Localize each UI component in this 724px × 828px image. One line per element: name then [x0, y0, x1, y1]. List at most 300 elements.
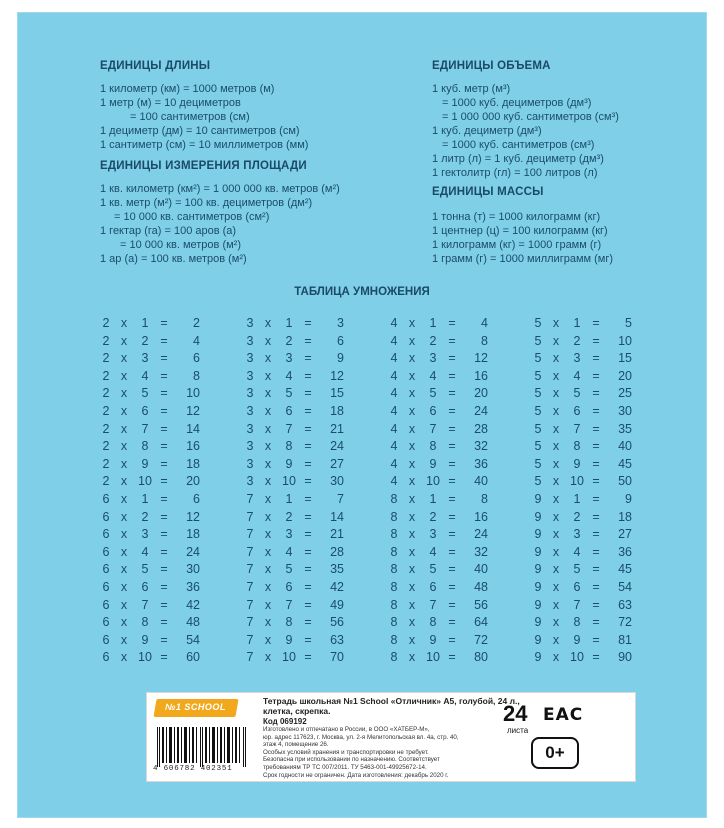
- product: 27: [618, 527, 632, 542]
- multiplicand: 3: [246, 474, 254, 489]
- multiplicand: 4: [390, 439, 398, 454]
- product: 80: [474, 650, 488, 665]
- volume-line: 1 куб. метр (м³): [432, 83, 511, 95]
- times-sign: x: [264, 615, 272, 630]
- times-sign: x: [264, 562, 272, 577]
- multiplier: 7: [429, 597, 437, 612]
- product: 7: [337, 492, 344, 506]
- equals-sign: =: [592, 650, 600, 665]
- equals-sign: =: [304, 421, 312, 436]
- product: 49: [330, 597, 344, 612]
- multiplier: 5: [141, 386, 149, 401]
- multiplicand: 6: [102, 615, 110, 630]
- times-sign: x: [552, 615, 560, 630]
- multiplier: 1: [141, 492, 149, 506]
- multiplicand: 6: [102, 632, 110, 647]
- multiplicand: 2: [102, 351, 110, 366]
- product: 64: [474, 615, 488, 630]
- equals-sign: =: [160, 650, 168, 665]
- equals-sign: =: [592, 580, 600, 594]
- equals-sign: =: [160, 562, 168, 577]
- equals-sign: =: [304, 615, 312, 630]
- times-sign: x: [264, 386, 272, 401]
- times-sign: x: [552, 562, 560, 577]
- equals-sign: =: [160, 316, 168, 330]
- multiplier: 6: [285, 404, 293, 418]
- times-sign: x: [264, 527, 272, 542]
- multiplicand: 9: [534, 544, 542, 559]
- equals-sign: =: [304, 474, 312, 489]
- product: 28: [474, 421, 488, 436]
- times-sign: x: [408, 474, 416, 489]
- equals-sign: =: [160, 386, 168, 401]
- multiplicand: 6: [102, 509, 110, 524]
- equals-sign: =: [160, 333, 168, 348]
- multiplicand: 7: [246, 562, 254, 577]
- product: 36: [474, 456, 488, 471]
- product: 18: [186, 456, 200, 471]
- multiplicand: 6: [102, 544, 110, 559]
- times-sign: x: [120, 456, 128, 471]
- multiplier: 1: [429, 316, 437, 330]
- multiplicand: 3: [246, 386, 254, 401]
- times-sign: x: [552, 333, 560, 348]
- mass-heading: ЕДИНИЦЫ МАССЫ: [432, 186, 544, 198]
- multiplier: 10: [570, 650, 584, 665]
- multiplier: 8: [573, 439, 581, 454]
- age-rating-badge: 0+: [531, 737, 579, 769]
- multiplicand: 5: [534, 421, 542, 436]
- multiplier: 5: [429, 386, 437, 401]
- equals-sign: =: [592, 615, 600, 630]
- multiplier: 9: [573, 632, 581, 647]
- equals-sign: =: [448, 474, 456, 489]
- times-sign: x: [120, 562, 128, 577]
- equals-sign: =: [304, 492, 312, 506]
- multiplicand: 4: [390, 386, 398, 401]
- product: 50: [618, 474, 632, 489]
- multiplicand: 4: [390, 368, 398, 383]
- equals-sign: =: [448, 597, 456, 612]
- equals-sign: =: [304, 597, 312, 612]
- times-sign: x: [552, 439, 560, 454]
- product: 18: [618, 509, 632, 524]
- times-sign: x: [408, 404, 416, 418]
- times-sign: x: [264, 351, 272, 366]
- multiplier: 2: [573, 333, 581, 348]
- times-sign: x: [408, 351, 416, 366]
- times-sign: x: [120, 580, 128, 594]
- equals-sign: =: [448, 632, 456, 647]
- product: 48: [186, 615, 200, 630]
- multiplier: 7: [141, 421, 149, 436]
- equals-sign: =: [160, 421, 168, 436]
- multiplicand: 9: [534, 527, 542, 542]
- multiplicand: 2: [102, 386, 110, 401]
- mass-line: 1 центнер (ц) = 100 килограмм (кг): [432, 225, 608, 237]
- multiplicand: 2: [102, 368, 110, 383]
- multiplier: 2: [429, 333, 437, 348]
- times-sign: x: [120, 404, 128, 418]
- equals-sign: =: [592, 562, 600, 577]
- equals-sign: =: [304, 351, 312, 366]
- multiplicand: 8: [390, 650, 398, 665]
- equals-sign: =: [448, 580, 456, 594]
- equals-sign: =: [592, 368, 600, 383]
- times-sign: x: [120, 632, 128, 647]
- equals-sign: =: [448, 615, 456, 630]
- sheets-word: листа: [507, 726, 529, 735]
- equals-sign: =: [304, 316, 312, 330]
- multiplicand: 7: [246, 597, 254, 612]
- equals-sign: =: [160, 632, 168, 647]
- product: 2: [193, 316, 200, 330]
- product: 60: [186, 650, 200, 665]
- area-line: 1 ар (а) = 100 кв. метров (м²): [100, 253, 247, 265]
- product: 72: [618, 615, 632, 630]
- product: 56: [474, 597, 488, 612]
- product: 3: [337, 316, 344, 330]
- product: 24: [474, 404, 488, 418]
- multiplier: 10: [426, 650, 440, 665]
- multiplier: 9: [141, 456, 149, 471]
- multiplier: 7: [573, 421, 581, 436]
- times-sign: x: [120, 527, 128, 542]
- times-sign: x: [408, 527, 416, 542]
- times-sign: x: [408, 316, 416, 330]
- times-sign: x: [408, 509, 416, 524]
- multiplicand: 6: [102, 527, 110, 542]
- product: 90: [618, 650, 632, 665]
- equals-sign: =: [304, 386, 312, 401]
- times-sign: x: [552, 632, 560, 647]
- multiplier: 4: [573, 544, 581, 559]
- multiplier: 1: [141, 316, 149, 330]
- equals-sign: =: [160, 580, 168, 594]
- multiplicand: 5: [534, 316, 542, 330]
- product: 9: [337, 351, 344, 366]
- multiplicand: 2: [102, 404, 110, 418]
- multiplier: 2: [573, 509, 581, 524]
- equals-sign: =: [448, 386, 456, 401]
- product: 63: [330, 632, 344, 647]
- equals-sign: =: [160, 456, 168, 471]
- area-line: = 10 000 кв. сантиметров (см²): [114, 211, 270, 223]
- times-sign: x: [264, 632, 272, 647]
- multiplier: 3: [429, 527, 437, 542]
- barcode-number: 4 606782 402351: [153, 765, 233, 773]
- multiplicand: 9: [534, 632, 542, 647]
- multiplicand: 2: [102, 316, 110, 330]
- times-sign: x: [120, 615, 128, 630]
- product: 14: [330, 509, 344, 524]
- times-sign: x: [408, 386, 416, 401]
- equals-sign: =: [304, 509, 312, 524]
- multiplicand: 8: [390, 544, 398, 559]
- equals-sign: =: [160, 544, 168, 559]
- product: 6: [193, 351, 200, 366]
- equals-sign: =: [592, 632, 600, 647]
- multiplicand: 8: [390, 562, 398, 577]
- product: 12: [186, 404, 200, 418]
- times-sign: x: [120, 333, 128, 348]
- multiplicand: 4: [390, 421, 398, 436]
- equals-sign: =: [448, 439, 456, 454]
- product: 24: [474, 527, 488, 542]
- times-sign: x: [552, 474, 560, 489]
- multiplicand: 9: [534, 597, 542, 612]
- product: 6: [193, 492, 200, 506]
- product: 45: [618, 562, 632, 577]
- multiplier: 6: [573, 404, 581, 418]
- product: 6: [337, 333, 344, 348]
- multiplicand: 7: [246, 492, 254, 506]
- product: 40: [474, 562, 488, 577]
- mass-line: 1 тонна (т) = 1000 килограмм (кг): [432, 211, 601, 223]
- equals-sign: =: [448, 527, 456, 542]
- product: 40: [474, 474, 488, 489]
- multiplicand: 8: [390, 632, 398, 647]
- volume-line: = 1000 куб. дециметров (дм³): [442, 97, 592, 109]
- multiplicand: 5: [534, 474, 542, 489]
- product: 20: [618, 368, 632, 383]
- times-sign: x: [552, 368, 560, 383]
- equals-sign: =: [448, 351, 456, 366]
- times-sign: x: [408, 597, 416, 612]
- equals-sign: =: [160, 509, 168, 524]
- equals-sign: =: [592, 386, 600, 401]
- times-sign: x: [264, 580, 272, 594]
- multiplicand: 8: [390, 615, 398, 630]
- times-sign: x: [120, 544, 128, 559]
- multiplicand: 8: [390, 492, 398, 506]
- length-line: 1 метр (м) = 10 дециметров: [100, 97, 241, 109]
- equals-sign: =: [448, 333, 456, 348]
- times-sign: x: [264, 316, 272, 330]
- product: 8: [193, 368, 200, 383]
- volume-line: 1 гектолитр (гл) = 100 литров (л): [432, 167, 598, 179]
- multiplier: 6: [141, 404, 149, 418]
- multiplicand: 5: [534, 333, 542, 348]
- sheets-count: 24: [503, 701, 528, 726]
- multiplier: 10: [138, 474, 152, 489]
- multiplicand: 5: [534, 456, 542, 471]
- multiplicand: 9: [534, 562, 542, 577]
- equals-sign: =: [592, 492, 600, 506]
- equals-sign: =: [304, 404, 312, 418]
- times-sign: x: [552, 597, 560, 612]
- equals-sign: =: [448, 421, 456, 436]
- area-line: 1 кв. метр (м²) = 100 кв. дециметров (дм²): [100, 197, 313, 209]
- equals-sign: =: [160, 368, 168, 383]
- equals-sign: =: [448, 509, 456, 524]
- times-sign: x: [552, 492, 560, 506]
- multiplicand: 7: [246, 544, 254, 559]
- multiplier: 3: [141, 351, 149, 366]
- equals-sign: =: [304, 456, 312, 471]
- equals-sign: =: [448, 316, 456, 330]
- equals-sign: =: [448, 368, 456, 383]
- multiplier: 8: [285, 615, 293, 630]
- multiplicand: 4: [390, 474, 398, 489]
- multiplicand: 3: [246, 316, 254, 330]
- multiplier: 3: [141, 527, 149, 542]
- multiplier: 10: [426, 474, 440, 489]
- multiplicand: 8: [390, 580, 398, 594]
- multiplier: 7: [573, 597, 581, 612]
- equals-sign: =: [448, 404, 456, 418]
- times-sign: x: [264, 421, 272, 436]
- times-sign: x: [120, 368, 128, 383]
- multiplier: 10: [282, 650, 296, 665]
- product: 35: [330, 562, 344, 577]
- equals-sign: =: [160, 492, 168, 506]
- product: 12: [474, 351, 488, 366]
- equals-sign: =: [592, 351, 600, 366]
- multiplicand: 5: [534, 386, 542, 401]
- multiplier: 9: [429, 632, 437, 647]
- multiplier: 7: [429, 421, 437, 436]
- multiplier: 4: [429, 368, 437, 383]
- multiplier: 1: [573, 316, 581, 330]
- multiplication-title: ТАБЛИЦА УМНОЖЕНИЯ: [294, 286, 430, 298]
- times-sign: x: [408, 544, 416, 559]
- multiplier: 5: [285, 562, 293, 577]
- times-sign: x: [552, 404, 560, 418]
- multiplicand: 3: [246, 333, 254, 348]
- multiplier: 2: [141, 333, 149, 348]
- equals-sign: =: [160, 615, 168, 630]
- product: 10: [618, 333, 632, 348]
- product: 36: [186, 580, 200, 594]
- multiplicand: 2: [102, 456, 110, 471]
- times-sign: x: [120, 597, 128, 612]
- times-sign: x: [552, 527, 560, 542]
- multiplier: 2: [141, 509, 149, 524]
- multiplier: 8: [285, 439, 293, 454]
- multiplier: 9: [141, 632, 149, 647]
- product: 32: [474, 544, 488, 559]
- product: 30: [330, 474, 344, 489]
- multiplier: 7: [285, 421, 293, 436]
- times-sign: x: [552, 456, 560, 471]
- product: 42: [186, 597, 200, 612]
- equals-sign: =: [304, 580, 312, 594]
- product: 28: [330, 544, 344, 559]
- equals-sign: =: [304, 368, 312, 383]
- equals-sign: =: [448, 544, 456, 559]
- product: 56: [330, 615, 344, 630]
- multiplicand: 7: [246, 527, 254, 542]
- times-sign: x: [264, 404, 272, 418]
- times-sign: x: [408, 615, 416, 630]
- product: 16: [186, 439, 200, 454]
- multiplier: 4: [141, 368, 149, 383]
- multiplier: 6: [573, 580, 581, 594]
- multiplicand: 8: [390, 509, 398, 524]
- multiplicand: 5: [534, 404, 542, 418]
- multiplier: 8: [429, 439, 437, 454]
- times-sign: x: [408, 632, 416, 647]
- multiplier: 5: [429, 562, 437, 577]
- multiplier: 5: [573, 386, 581, 401]
- times-sign: x: [264, 439, 272, 454]
- times-sign: x: [552, 509, 560, 524]
- equals-sign: =: [304, 439, 312, 454]
- product: 16: [474, 509, 488, 524]
- product: 18: [330, 404, 344, 418]
- multiplicand: 7: [246, 615, 254, 630]
- multiplicand: 6: [102, 562, 110, 577]
- product: 32: [474, 439, 488, 454]
- product: 15: [330, 386, 344, 401]
- multiplicand: 9: [534, 492, 542, 506]
- equals-sign: =: [592, 527, 600, 542]
- length-line: 1 километр (км) = 1000 метров (м): [100, 83, 275, 95]
- equals-sign: =: [448, 562, 456, 577]
- times-sign: x: [264, 492, 272, 506]
- multiplier: 4: [285, 368, 293, 383]
- multiplicand: 2: [102, 439, 110, 454]
- multiplier: 1: [429, 492, 437, 506]
- multiplicand: 8: [390, 527, 398, 542]
- equals-sign: =: [592, 474, 600, 489]
- volume-heading: ЕДИНИЦЫ ОБЪЕМА: [432, 60, 551, 72]
- multiplicand: 3: [246, 351, 254, 366]
- area-line: = 10 000 кв. метров (м²): [120, 239, 241, 251]
- multiplicand: 3: [246, 456, 254, 471]
- equals-sign: =: [592, 509, 600, 524]
- times-sign: x: [120, 650, 128, 665]
- multiplicand: 3: [246, 368, 254, 383]
- multiplier: 5: [573, 562, 581, 577]
- multiplicand: 2: [102, 421, 110, 436]
- equals-sign: =: [304, 527, 312, 542]
- equals-sign: =: [592, 456, 600, 471]
- multiplicand: 3: [246, 421, 254, 436]
- product: 81: [618, 632, 632, 647]
- times-sign: x: [264, 333, 272, 348]
- times-sign: x: [120, 421, 128, 436]
- multiplicand: 4: [390, 316, 398, 330]
- multiplier: 8: [141, 439, 149, 454]
- multiplicand: 3: [246, 404, 254, 418]
- multiplier: 8: [573, 615, 581, 630]
- equals-sign: =: [592, 404, 600, 418]
- equals-sign: =: [160, 474, 168, 489]
- multiplier: 7: [141, 597, 149, 612]
- product: 25: [618, 386, 632, 401]
- times-sign: x: [264, 474, 272, 489]
- times-sign: x: [408, 562, 416, 577]
- area-line: 1 гектар (га) = 100 аров (а): [100, 225, 237, 237]
- multiplicand: 9: [534, 580, 542, 594]
- product: 48: [474, 580, 488, 594]
- length-line: 1 дециметр (дм) = 10 сантиметров (см): [100, 125, 300, 137]
- times-sign: x: [552, 421, 560, 436]
- multiplier: 10: [570, 474, 584, 489]
- times-sign: x: [408, 421, 416, 436]
- equals-sign: =: [448, 492, 456, 506]
- product: 72: [474, 632, 488, 647]
- length-line: = 100 сантиметров (см): [130, 111, 250, 123]
- multiplicand: 9: [534, 509, 542, 524]
- product: 5: [625, 316, 632, 330]
- equals-sign: =: [160, 404, 168, 418]
- multiplicand: 9: [534, 615, 542, 630]
- product: 4: [193, 333, 200, 348]
- equals-sign: =: [304, 650, 312, 665]
